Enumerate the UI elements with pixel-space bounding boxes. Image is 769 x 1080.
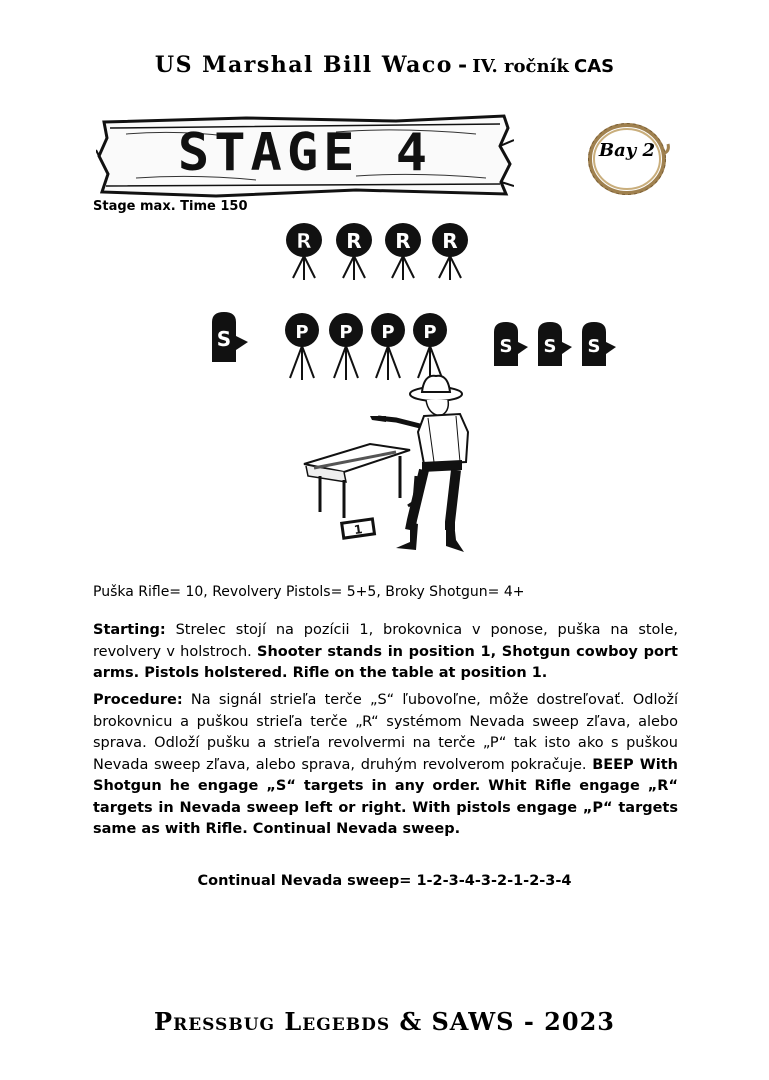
bay-label: Bay 2 (598, 140, 656, 161)
pistol-target-icon (371, 313, 405, 380)
rifle-target-icon (432, 223, 468, 280)
svg-text:S: S (216, 327, 232, 351)
svg-text:P: P (339, 322, 353, 343)
page-footer: Pressbug Legebds & SAWS - 2023 (154, 1007, 615, 1036)
pistol-target-row (285, 313, 447, 380)
stage-title: STAGE 4 (177, 123, 433, 183)
svg-text:R: R (296, 229, 312, 253)
rifle-target-row (286, 223, 468, 280)
starting-label: Starting: (93, 622, 166, 638)
shotgun-target-icon (212, 312, 248, 362)
header-separator: - (458, 52, 468, 78)
sweep-sequence: Continual Nevada sweep= 1-2-3-4-3-2-1-2-3-4 (197, 873, 572, 889)
starting-text-sk: Strelec stojí na pozícii 1, brokovnica v ponose, puška na stole, revolvery v holstroch. (93, 622, 678, 660)
starting-text-en: Shooter stands in position 1, Shotgun cowboy port arms. Pistols holstered. Rifle on the table at position 1. (93, 643, 678, 681)
svg-text:1: 1 (353, 522, 364, 538)
svg-text:S: S (543, 336, 557, 357)
shotgun-target-icon (494, 322, 528, 366)
rifle-target-icon (336, 223, 372, 280)
rifle-target-icon (286, 223, 322, 280)
starting-section (93, 620, 678, 685)
edition-label: IV. ročník (472, 56, 569, 77)
cowboy-shooter-icon (300, 372, 480, 568)
match-title: US Marshal Bill Waco (154, 52, 453, 78)
svg-text:P: P (295, 322, 309, 343)
rifle-target-icon (385, 223, 421, 280)
targets-diagram (0, 218, 769, 390)
procedure-text-sk: Na signál strieľa terče „S“ ľubovoľne, môže dostreľovať. Odloží brokovnicu a puškou strieľa terče „R“ systémom Nevada sweep zľava, alebo sprava. Odloží pušku a strieľa revolvermi na terče „P“ tak isto ako s puškou Nevada sweep zľava, alebo sprava, druhým revolverom pokračuje. (93, 692, 678, 773)
table-icon (304, 444, 410, 518)
svg-text:P: P (381, 322, 395, 343)
pistol-target-icon (285, 313, 319, 380)
svg-text:R: R (395, 229, 411, 253)
page-header (0, 52, 769, 78)
procedure-section (93, 690, 678, 841)
stage-max-time: Stage max. Time 150 (93, 199, 248, 214)
org-label: CAS (573, 56, 615, 77)
position-marker-icon (340, 517, 376, 540)
svg-text:R: R (442, 229, 458, 253)
cowboy-figure (370, 376, 468, 552)
shotgun-target-row (494, 322, 616, 366)
svg-text:S: S (587, 336, 601, 357)
svg-text:S: S (499, 336, 513, 357)
svg-text:R: R (346, 229, 362, 253)
round-count: Puška Rifle= 10, Revolvery Pistols= 5+5, Broky Shotgun= 4+ (93, 584, 525, 600)
shotgun-target-icon (538, 322, 572, 366)
procedure-label: Procedure: (93, 692, 183, 708)
pistol-target-icon (329, 313, 363, 380)
procedure-text-en: BEEP With Shotgun he engage „S“ targets in any order. Whit Rifle engage „R“ targets in Nevada sweep left or right. With pistols engage „P“ targets same as with Rifle. Continual Nevada sweep. (93, 756, 678, 837)
pistol-target-icon (413, 313, 447, 380)
shotgun-target-icon (582, 322, 616, 366)
svg-text:P: P (423, 322, 437, 343)
